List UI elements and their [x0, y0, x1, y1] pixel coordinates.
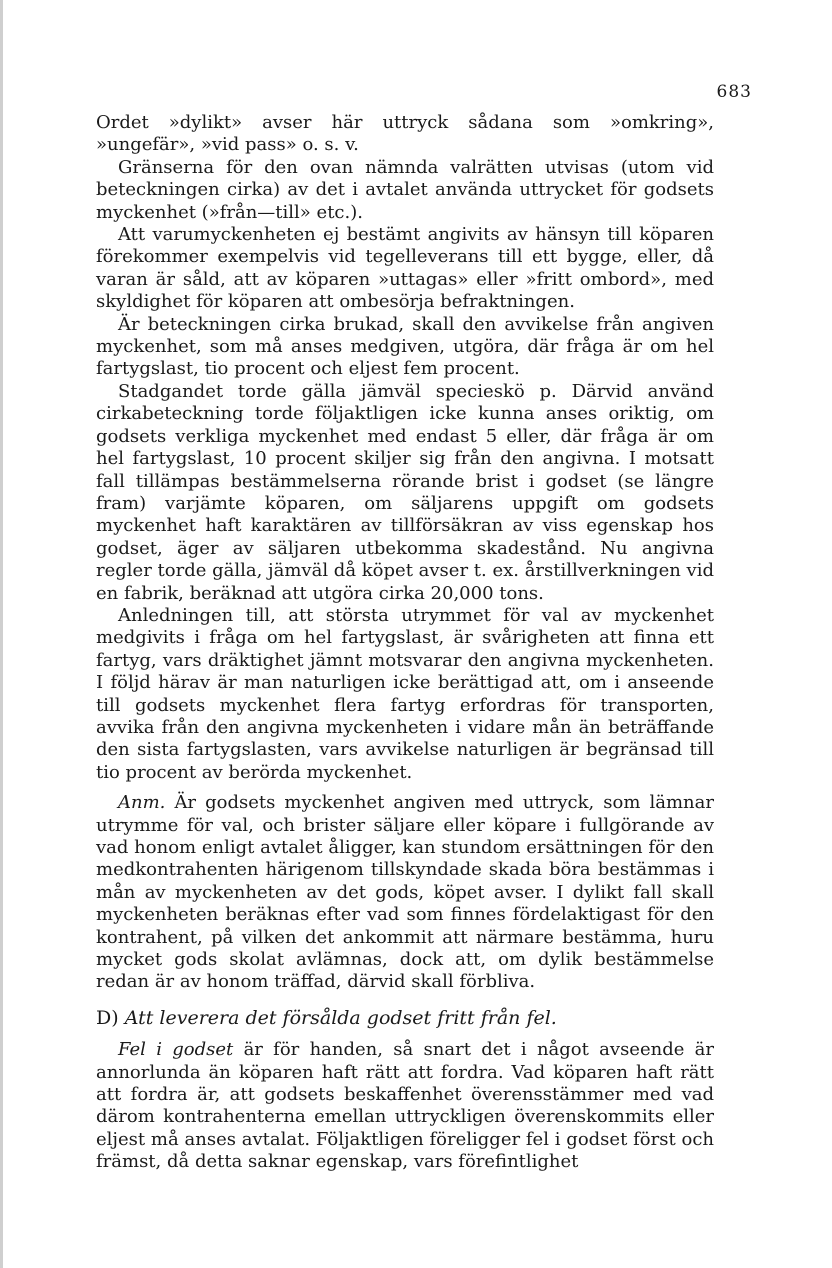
note-label: Anm.: [118, 792, 166, 814]
scan-edge: [0, 0, 3, 1268]
paragraph: Att varumyckenheten ej bestämt angivits av hänsyn till köparen förekommer exempelvis vid tegelleverans till ett bygge, eller, då varan är såld, att av köparen »uttagas» eller »fritt ombord», med skyldighet för köparen att ombesörja befraktningen.: [96, 224, 714, 313]
closing-text: är för handen, så snart det i något avseende är annorlunda än köparen haft rätt att fordra. Vad köparen haft rätt att fordra är, att godsets beskaffenhet överensstämmer med vad därom kontrahenterna emellan uttryckligen överenskommits eller eljest må anses avtalat. Följaktligen föreligger fel i godset först och främst, då detta saknar egenskap, vars förefintlighet: [96, 1039, 714, 1173]
section-title: Att leverera det försålda godset fritt från fel.: [124, 1006, 557, 1029]
paragraph: Ordet »dylikt» avser här uttryck sådana som »omkring», »ungefär», »vid pass» o. s. v.: [96, 112, 714, 156]
note-text: Är godsets myckenhet angiven med uttryck, som lämnar utrymme för val, och brister säljare eller köpare i fullgörande av vad honom enligt avtalet åligger, kan stundom ersättningen för den medkontrahenten härigenom tillskyndade skada böra bestämmas i mån av myckenheten av det gods, köpet avser. I dylikt fall skall myckenheten beräknas efter vad som finnes fördelaktigast för den kontrahent, på vilken det ankommit att närmare bestämma, huru mycket gods skolat avlämnas, dock att, om dylik bestämmelse redan är av honom träffad, därvid skall förbliva.: [96, 792, 714, 993]
paragraph: Gränserna för den ovan nämnda valrätten utvisas (utom vid beteckningen cirka) av det i avtalet använda uttrycket för godsets myckenhet (»från—till» etc.).: [96, 156, 714, 223]
page-number: 683: [716, 82, 752, 102]
closing-paragraph: [96, 1039, 714, 1173]
paragraph: Är beteckningen cirka brukad, skall den avvikelse från angiven myckenhet, som må anses medgiven, utgöra, där fråga är om hel fartygslast, tio procent och eljest fem procent.: [96, 313, 714, 380]
paragraph: Anledningen till, att största utrymmet för val av myckenhet medgivits i fråga om hel fartygslast, är svårigheten att finna ett fartyg, vars dräktighet jämnt motsvarar den angivna myckenheten. I följd härav är man naturligen icke berättigad att, om i anseende till godsets myckenhet flera fartyg erfordras för transporten, avvika från den angivna myckenheten i vidare mån än beträffande den sista fartygslasten, vars avvikelse naturligen är begränsad till tio procent av berörda myckenhet.: [96, 604, 714, 783]
section-heading: [96, 1007, 714, 1029]
paragraph: Stadgandet torde gälla jämväl specieskö p. Därvid använd cirkabeteckning torde följaktligen icke kunna anses oriktig, om godsets verkliga myckenhet med endast 5 eller, där fråga är om hel fartygslast, 10 procent skiljer sig från den angivna. I motsatt fall tillämpas bestämmelserna rörande brist i godset (se längre fram) varjämte köparen, om säljarens uppgift om godsets myckenhet haft karaktären av tillförsäkran av viss egenskap hos godset, äger av säljaren utbekomma skadestånd. Nu angivna regler torde gälla, jämväl då köpet avser t. ex. årstillverkningen vid en fabrik, beräknad att utgöra cirka 20,000 tons.: [96, 380, 714, 604]
page-body: [96, 112, 714, 1174]
section-label: D): [96, 1006, 119, 1029]
note-paragraph: [96, 792, 714, 994]
closing-lead: Fel i godset: [118, 1039, 234, 1061]
